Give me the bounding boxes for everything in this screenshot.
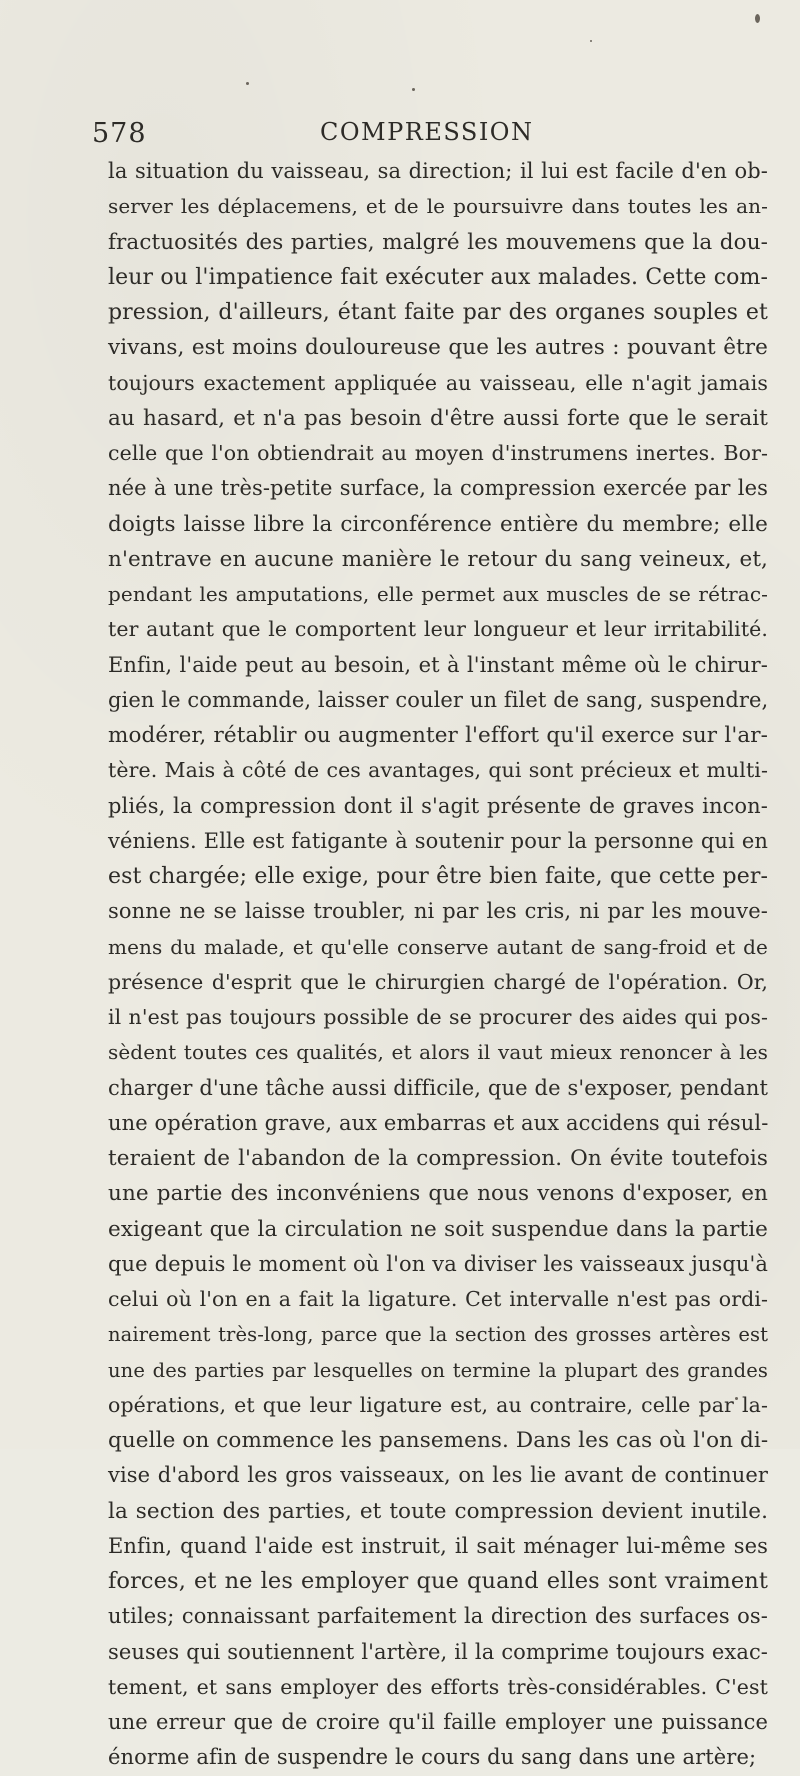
text-line: Enfin, quand l'aide est instruit, il sait ménager lui-même ses [108, 1533, 768, 1558]
text-line: toujours exactement appliquée au vaisseau, elle n'agit jamais [108, 370, 768, 395]
text-line: n'entrave en aucune manière le retour du sang veineux, et, [108, 546, 768, 572]
text-line: la situation du vaisseau, sa direction; il lui est facile d'en ob- [108, 159, 768, 183]
text-line: quelle on commence les pansemens. Dans les cas où l'on di- [108, 1428, 769, 1453]
text-line: utiles; connaissant parfaitement la direction des surfaces os- [108, 1604, 768, 1629]
text-line: une partie des inconvéniens que nous venons d'exposer, en [108, 1181, 768, 1207]
text-line: tère. Mais à côté de ces avantages, qui sont précieux et multi- [108, 758, 768, 783]
text-line: charger d'une tâche aussi difficile, que de s'exposer, pendant [108, 1075, 768, 1100]
paper-speck [412, 88, 415, 91]
text-line: sèdent toutes ces qualités, et alors il vaut mieux renoncer à les [108, 1040, 768, 1065]
text-line: véniens. Elle est fatigante à soutenir pour la personne qui en [108, 828, 768, 853]
text-line: Enfin, l'aide peut au besoin, et à l'instant même où le chirur- [108, 652, 768, 677]
text-line: pendant les amputations, elle permet aux muscles de se rétrac- [108, 582, 768, 606]
text-line: pression, d'ailleurs, étant faite par des organes souples et [108, 300, 768, 325]
paper-speck [590, 40, 592, 42]
text-line: que depuis le moment où l'on va diviser les vaisseaux jusqu'à [108, 1251, 768, 1276]
text-line: fractuosités des parties, malgré les mouvemens que la dou- [108, 229, 768, 255]
running-title: COMPRESSION [320, 118, 534, 146]
text-line: doigts laisse libre la circonférence entière du membre; elle [108, 511, 768, 537]
text-line: présence d'esprit que le chirurgien chargé de l'opération. Or, [108, 969, 768, 994]
text-line: leur ou l'impatience fait exécuter aux malades. Cette com- [108, 264, 768, 290]
text-line: vise d'abord les gros vaisseaux, on les lie avant de continuer [108, 1463, 768, 1488]
paper-speck [246, 82, 249, 85]
text-line: est chargée; elle exige, pour être bien faite, que cette per- [108, 864, 768, 889]
text-line: celui où l'on en a fait la ligature. Cet intervalle n'est pas ordi- [108, 1287, 768, 1311]
page-number: 578 [92, 118, 147, 149]
text-line: énorme afin de suspendre le cours du sang dans une artère; [108, 1745, 757, 1770]
text-line: une opération grave, aux embarras et aux accidens qui résul- [108, 1110, 769, 1135]
text-line: seuses qui soutiennent l'artère, il la comprime toujours exac- [108, 1639, 768, 1664]
page-header [92, 118, 712, 154]
text-line: server les déplacemens, et de le poursuivre dans toutes les an- [108, 194, 768, 219]
text-line: gien le commande, laisser couler un filet de sang, suspendre, [108, 687, 769, 712]
text-line: une erreur que de croire qu'il faille employer une puissance [108, 1710, 768, 1734]
text-line: née à une très-petite surface, la compression exercée par les [108, 476, 768, 501]
text-line: au hasard, et n'a pas besoin d'être aussi forte que le serait [108, 405, 768, 431]
text-line: pliés, la compression dont il s'agit présente de graves incon- [108, 793, 768, 818]
text-line: mens du malade, et qu'elle conserve autant de sang-froid et de [108, 934, 768, 959]
text-line: il n'est pas toujours possible de se procurer des aides qui pos- [108, 1005, 768, 1029]
text-line: tement, et sans employer des efforts très-considérables. C'est [108, 1674, 768, 1699]
text-line: une des parties par lesquelles on termine la plupart des grandes [108, 1358, 768, 1382]
text-line: celle que l'on obtiendrait au moyen d'instrumens inertes. Bor- [108, 441, 768, 465]
text-line: sonne ne se laisse troubler, ni par les cris, ni par les mouve- [108, 899, 768, 924]
text-line: modérer, rétablir ou augmenter l'effort qu'il exerce sur l'ar- [108, 723, 768, 748]
text-line: ter autant que le comportent leur longueur et leur irritabilité. [108, 617, 768, 642]
body-text [108, 154, 768, 1776]
text-line: opérations, et que leur ligature est, au contraire, celle par la- [108, 1392, 768, 1417]
text-line: la section des parties, et toute compression devient inutile. [108, 1498, 768, 1524]
text-line: nairement très-long, parce que la section des grosses artères est [108, 1323, 768, 1347]
text-line: teraient de l'abandon de la compression. On évite toutefois [108, 1146, 768, 1171]
text-line: exigeant que la circulation ne soit suspendue dans la partie [108, 1216, 768, 1242]
text-line: vivans, est moins douloureuse que les autres : pouvant être [108, 335, 768, 361]
paper-speck [755, 14, 760, 23]
text-line: forces, et ne les employer que quand elles sont vraiment [108, 1568, 768, 1594]
